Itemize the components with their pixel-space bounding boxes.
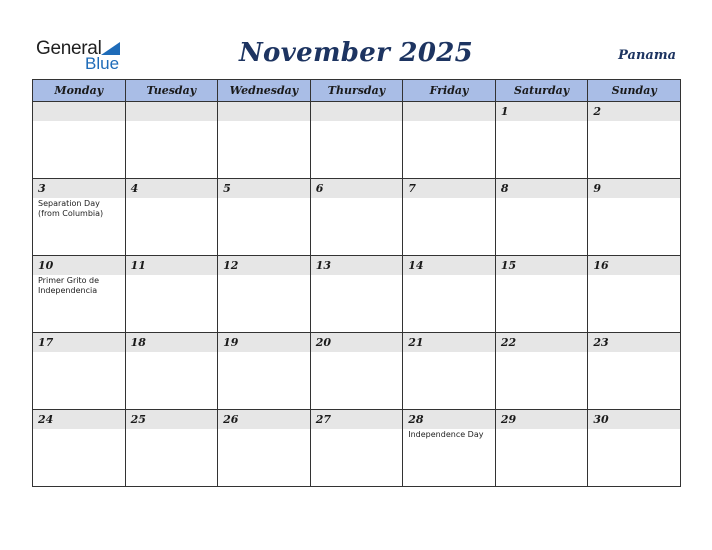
generalblue-logo [36,38,136,74]
day-cell [125,410,218,487]
day-number-bar [33,256,125,275]
day-cell [495,410,588,487]
day-number: 8 [500,182,509,195]
day-number: 6 [315,182,324,195]
day-cell [125,102,218,179]
day-number-bar [126,102,218,121]
weekday-header: Friday [403,80,496,102]
day-number-bar [218,102,310,121]
day-number-bar [311,410,403,429]
day-cell [403,333,496,410]
day-number-bar [588,333,680,352]
day-number-bar [496,410,588,429]
day-number-bar [588,179,680,198]
day-number-bar [496,179,588,198]
weekday-header: Wednesday [218,80,311,102]
day-number-bar [218,410,310,429]
week-row [33,410,681,487]
week-row [33,256,681,333]
day-number: 20 [315,336,331,349]
day-cell [33,102,126,179]
day-cell [588,102,681,179]
day-number: 22 [500,336,517,349]
day-cell [310,102,403,179]
weekday-header: Saturday [495,80,588,102]
day-cell [125,256,218,333]
day-cell [588,410,681,487]
day-cell [495,179,588,256]
day-number: 16 [593,259,609,272]
day-cell [310,410,403,487]
day-number: 19 [223,336,239,349]
day-number: 25 [130,413,146,426]
day-number-bar [126,256,218,275]
day-number: 15 [500,259,517,272]
day-cell [310,333,403,410]
day-cell [33,256,126,333]
weekday-header: Sunday [588,80,681,102]
day-number-bar [33,179,125,198]
page-title: November 2025 [238,38,473,68]
day-number [33,102,125,105]
day-number-bar [218,333,310,352]
day-cell [588,179,681,256]
day-number: 17 [38,336,54,349]
day-number-bar [496,333,588,352]
day-cell [33,179,126,256]
day-number-bar [403,102,495,121]
week-row [33,179,681,256]
day-number: 4 [130,182,139,195]
weekday-header: Tuesday [125,80,218,102]
day-number: 9 [593,182,602,195]
day-number-bar [126,179,218,198]
weekday-header: Monday [33,80,126,102]
day-number: 29 [500,413,517,426]
holiday-label: Separation Day (from Columbia) [38,199,104,218]
day-cell [125,179,218,256]
day-number-bar [588,256,680,275]
day-number-bar [311,102,403,121]
day-cell [125,333,218,410]
day-number: 27 [315,413,331,426]
day-number: 3 [38,182,46,195]
day-number [218,102,310,105]
day-number: 24 [38,413,54,426]
day-number-bar [126,410,218,429]
day-number-bar [588,102,680,121]
day-number [311,102,403,105]
day-number-bar [218,256,310,275]
day-number [403,102,495,105]
day-cell [403,256,496,333]
day-number-bar [126,333,218,352]
day-cell [403,102,496,179]
day-cell [403,179,496,256]
week-row [33,102,681,179]
day-number: 23 [593,336,609,349]
holiday-label: Independence Day [408,430,484,439]
day-cell [310,179,403,256]
day-number-bar [496,102,588,121]
day-cell [218,410,311,487]
day-number-bar [311,333,403,352]
day-number-bar [496,256,588,275]
day-number-bar [33,333,125,352]
day-number: 12 [223,259,239,272]
day-number-bar [33,410,125,429]
day-cell [495,102,588,179]
day-number-bar [218,179,310,198]
logo-general-text: General [36,38,102,59]
day-cell [310,256,403,333]
day-cell [218,256,311,333]
day-cell [495,256,588,333]
day-number: 30 [593,413,609,426]
day-number-bar [311,179,403,198]
day-cell [33,333,126,410]
day-number-bar [311,256,403,275]
day-number: 5 [223,182,231,195]
day-cell [218,102,311,179]
day-cell [218,179,311,256]
day-number: 10 [38,259,54,272]
day-number [126,102,218,105]
day-number-bar [403,179,495,198]
day-number: 13 [315,259,331,272]
day-cell [403,410,496,487]
logo-blue-text: Blue [85,54,120,73]
day-cell [588,256,681,333]
week-row [33,333,681,410]
day-number: 28 [408,413,424,426]
holiday-label: Primer Grito de Independencia [38,276,100,295]
calendar-grid [32,79,681,487]
day-cell [33,410,126,487]
day-number: 26 [223,413,239,426]
day-cell [218,333,311,410]
day-number-bar [403,410,495,429]
country-label: Panama [618,48,676,63]
day-number-bar [403,333,495,352]
day-number: 1 [500,105,509,118]
day-number: 14 [408,259,424,272]
day-cell [588,333,681,410]
day-number: 7 [408,182,416,195]
day-number: 11 [130,259,146,272]
day-cell [495,333,588,410]
weekday-header-row [33,80,681,102]
weekday-header: Thursday [310,80,403,102]
day-number-bar [33,102,125,121]
day-number: 21 [408,336,424,349]
day-number: 18 [130,336,146,349]
day-number-bar [403,256,495,275]
day-number-bar [588,410,680,429]
day-number: 2 [593,105,602,118]
